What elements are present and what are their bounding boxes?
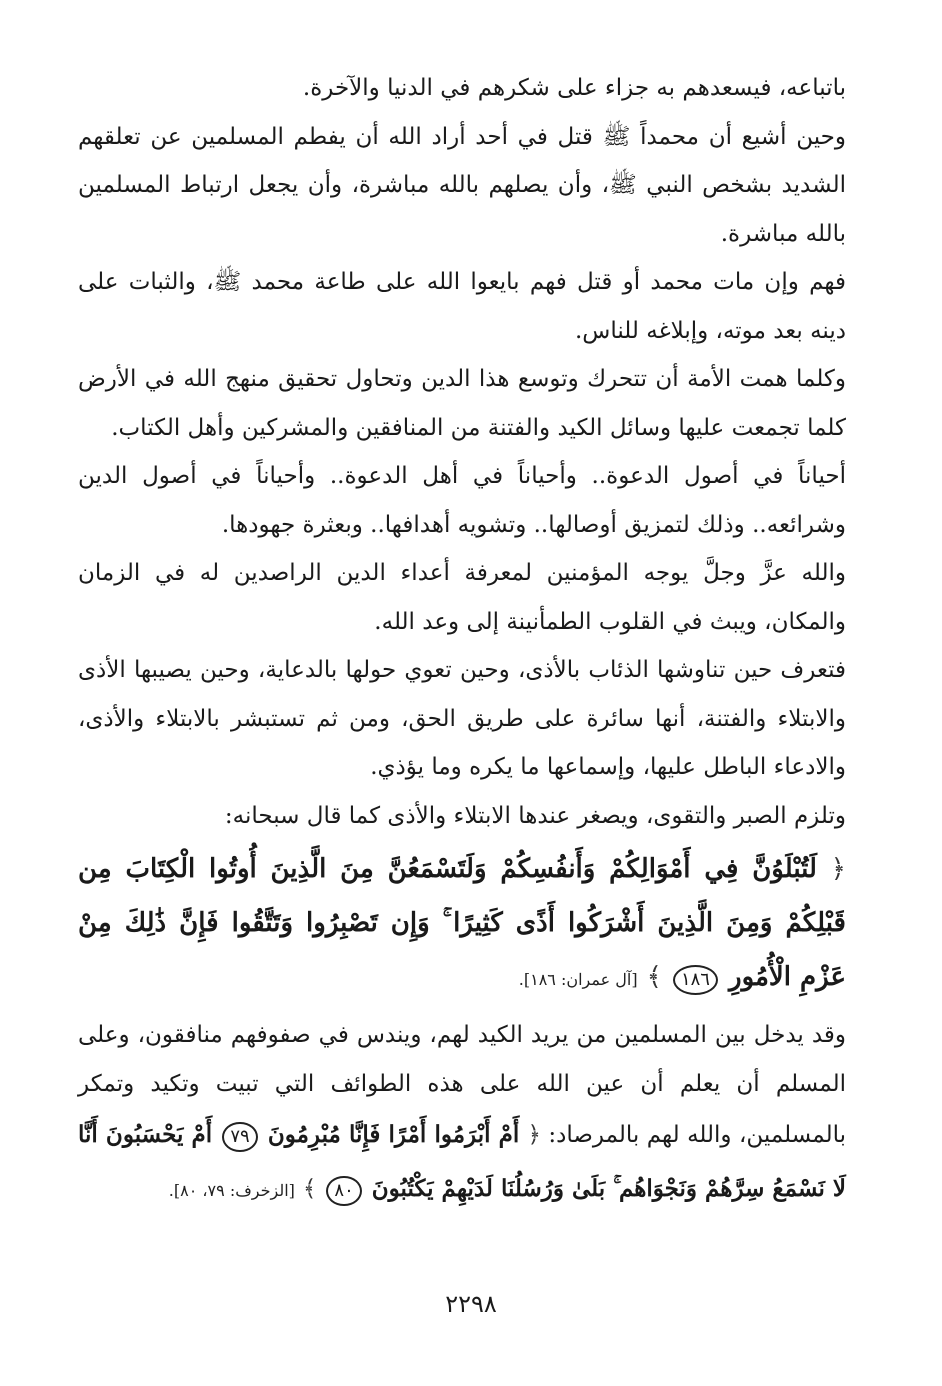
quran-verse-al-imran: [78, 842, 846, 1007]
paragraph-4: وكلما همت الأمة أن تتحرك وتوسع هذا الدين وتحاول تحقيق منهج الله في الأرض كلما تجمعت عليها وسائل الكيد والفتنة من المنافقين والمشركين وأهل الكتاب.: [78, 366, 846, 441]
verse-reference: [الزخرف: ٧٩، ٨٠].: [168, 1181, 295, 1200]
paragraph-7: فتعرف حين تناوشها الذئاب بالأذى، وحين تعوي حولها بالدعاية، وحين يصيبها الأذى والابتلاء والفتنة، أنها سائرة على طريق الحق، ومن ثم تستبشر بالابتلاء والأذى، والادعاء الباطل عليها، وإسماعها ما يكره وما يؤذي.: [78, 657, 846, 780]
paragraph-9: [78, 1011, 846, 1216]
document-body: [78, 64, 846, 1216]
ayah-number-marker: ٨٠: [326, 1176, 361, 1206]
verse-reference: [آل عمران: ١٨٦].: [518, 970, 638, 989]
ayah-number-marker: ١٨٦: [673, 965, 718, 995]
quran-verse-text: لَتُبْلَوُنَّ فِي أَمْوَالِكُمْ وَأَنفُسِكُمْ وَلَتَسْمَعُنَّ مِنَ الَّذِينَ أُوتُوا الْكِتَابَ مِن قَبْلِكُمْ وَمِنَ الَّذِينَ أَشْرَكُوا أَذًى كَثِيرًا ۚ وَإِن تَصْبِرُوا وَتَتَّقُوا فَإِنَّ ذَٰلِكَ مِنْ عَزْمِ الْأُمُورِ: [78, 854, 846, 992]
paragraph-9-text: وقد يدخل بين المسلمين من يريد الكيد لهم، ويندس في صفوفهم منافقون، وعلى المسلم أن يعلم أن عين الله على هذه الطوائف التي تبيت وتكيد وتمكر بالمسلمين، والله لهم بالمرصاد:: [78, 1022, 846, 1148]
ayah-number-marker: ٧٩: [222, 1122, 257, 1152]
quran-open-bracket: ﴿: [830, 854, 846, 884]
paragraph-3: فهم وإن مات محمد أو قتل فهم بايعوا الله على طاعة محمد ﷺ، والثبات على دينه بعد موته، وإبلاغه للناس.: [78, 269, 846, 344]
page-number: ٢٢٩٨: [445, 1290, 497, 1318]
quran-close-bracket: ﴾: [302, 1176, 317, 1202]
paragraph-2: وحين أشيع أن محمداً ﷺ قتل في أحد أراد الله أن يفطم المسلمين عن تعلقهم الشديد بشخص النبي ﷺ، وأن يصلهم بالله مباشرة، وأن يجعل ارتباط المسلمين بالله مباشرة.: [78, 123, 846, 247]
quran-verse-text: أَمْ أَبْرَمُوا أَمْرًا فَإِنَّا مُبْرِمُونَ: [267, 1121, 520, 1148]
paragraph-6: والله عزَّ وجلَّ يوجه المؤمنين لمعرفة أعداء الدين الراصدين له في الزمان والمكان، ويبث في القلوب الطمأنينة إلى وعد الله.: [78, 560, 846, 635]
paragraph-5: أحياناً في أصول الدعوة.. وأحياناً في أهل الدعوة.. وأحياناً في أصول الدين وشرائعه.. وذلك لتمزيق أوصالها.. وتشويه أهدافها.. وبعثرة جهودها.: [78, 463, 846, 538]
quran-close-bracket: ﴾: [646, 962, 662, 992]
paragraph-8: وتلزم الصبر والتقوى، ويصغر عندها الابتلاء والأذى كما قال سبحانه:: [224, 802, 846, 829]
paragraph-1: باتباعه، فيسعدهم به جزاء على شكرهم في الدنيا والآخرة.: [302, 75, 846, 101]
quran-verse-text: أَمْ يَحْسَبُونَ أَنَّا لَا نَسْمَعُ سِرَّهُمْ وَنَجْوَاهُم ۚ بَلَىٰ وَرُسُلُنَا لَدَيْهِمْ يَكْتُبُونَ: [78, 1121, 846, 1202]
quran-open-bracket: ﴿: [527, 1122, 541, 1148]
